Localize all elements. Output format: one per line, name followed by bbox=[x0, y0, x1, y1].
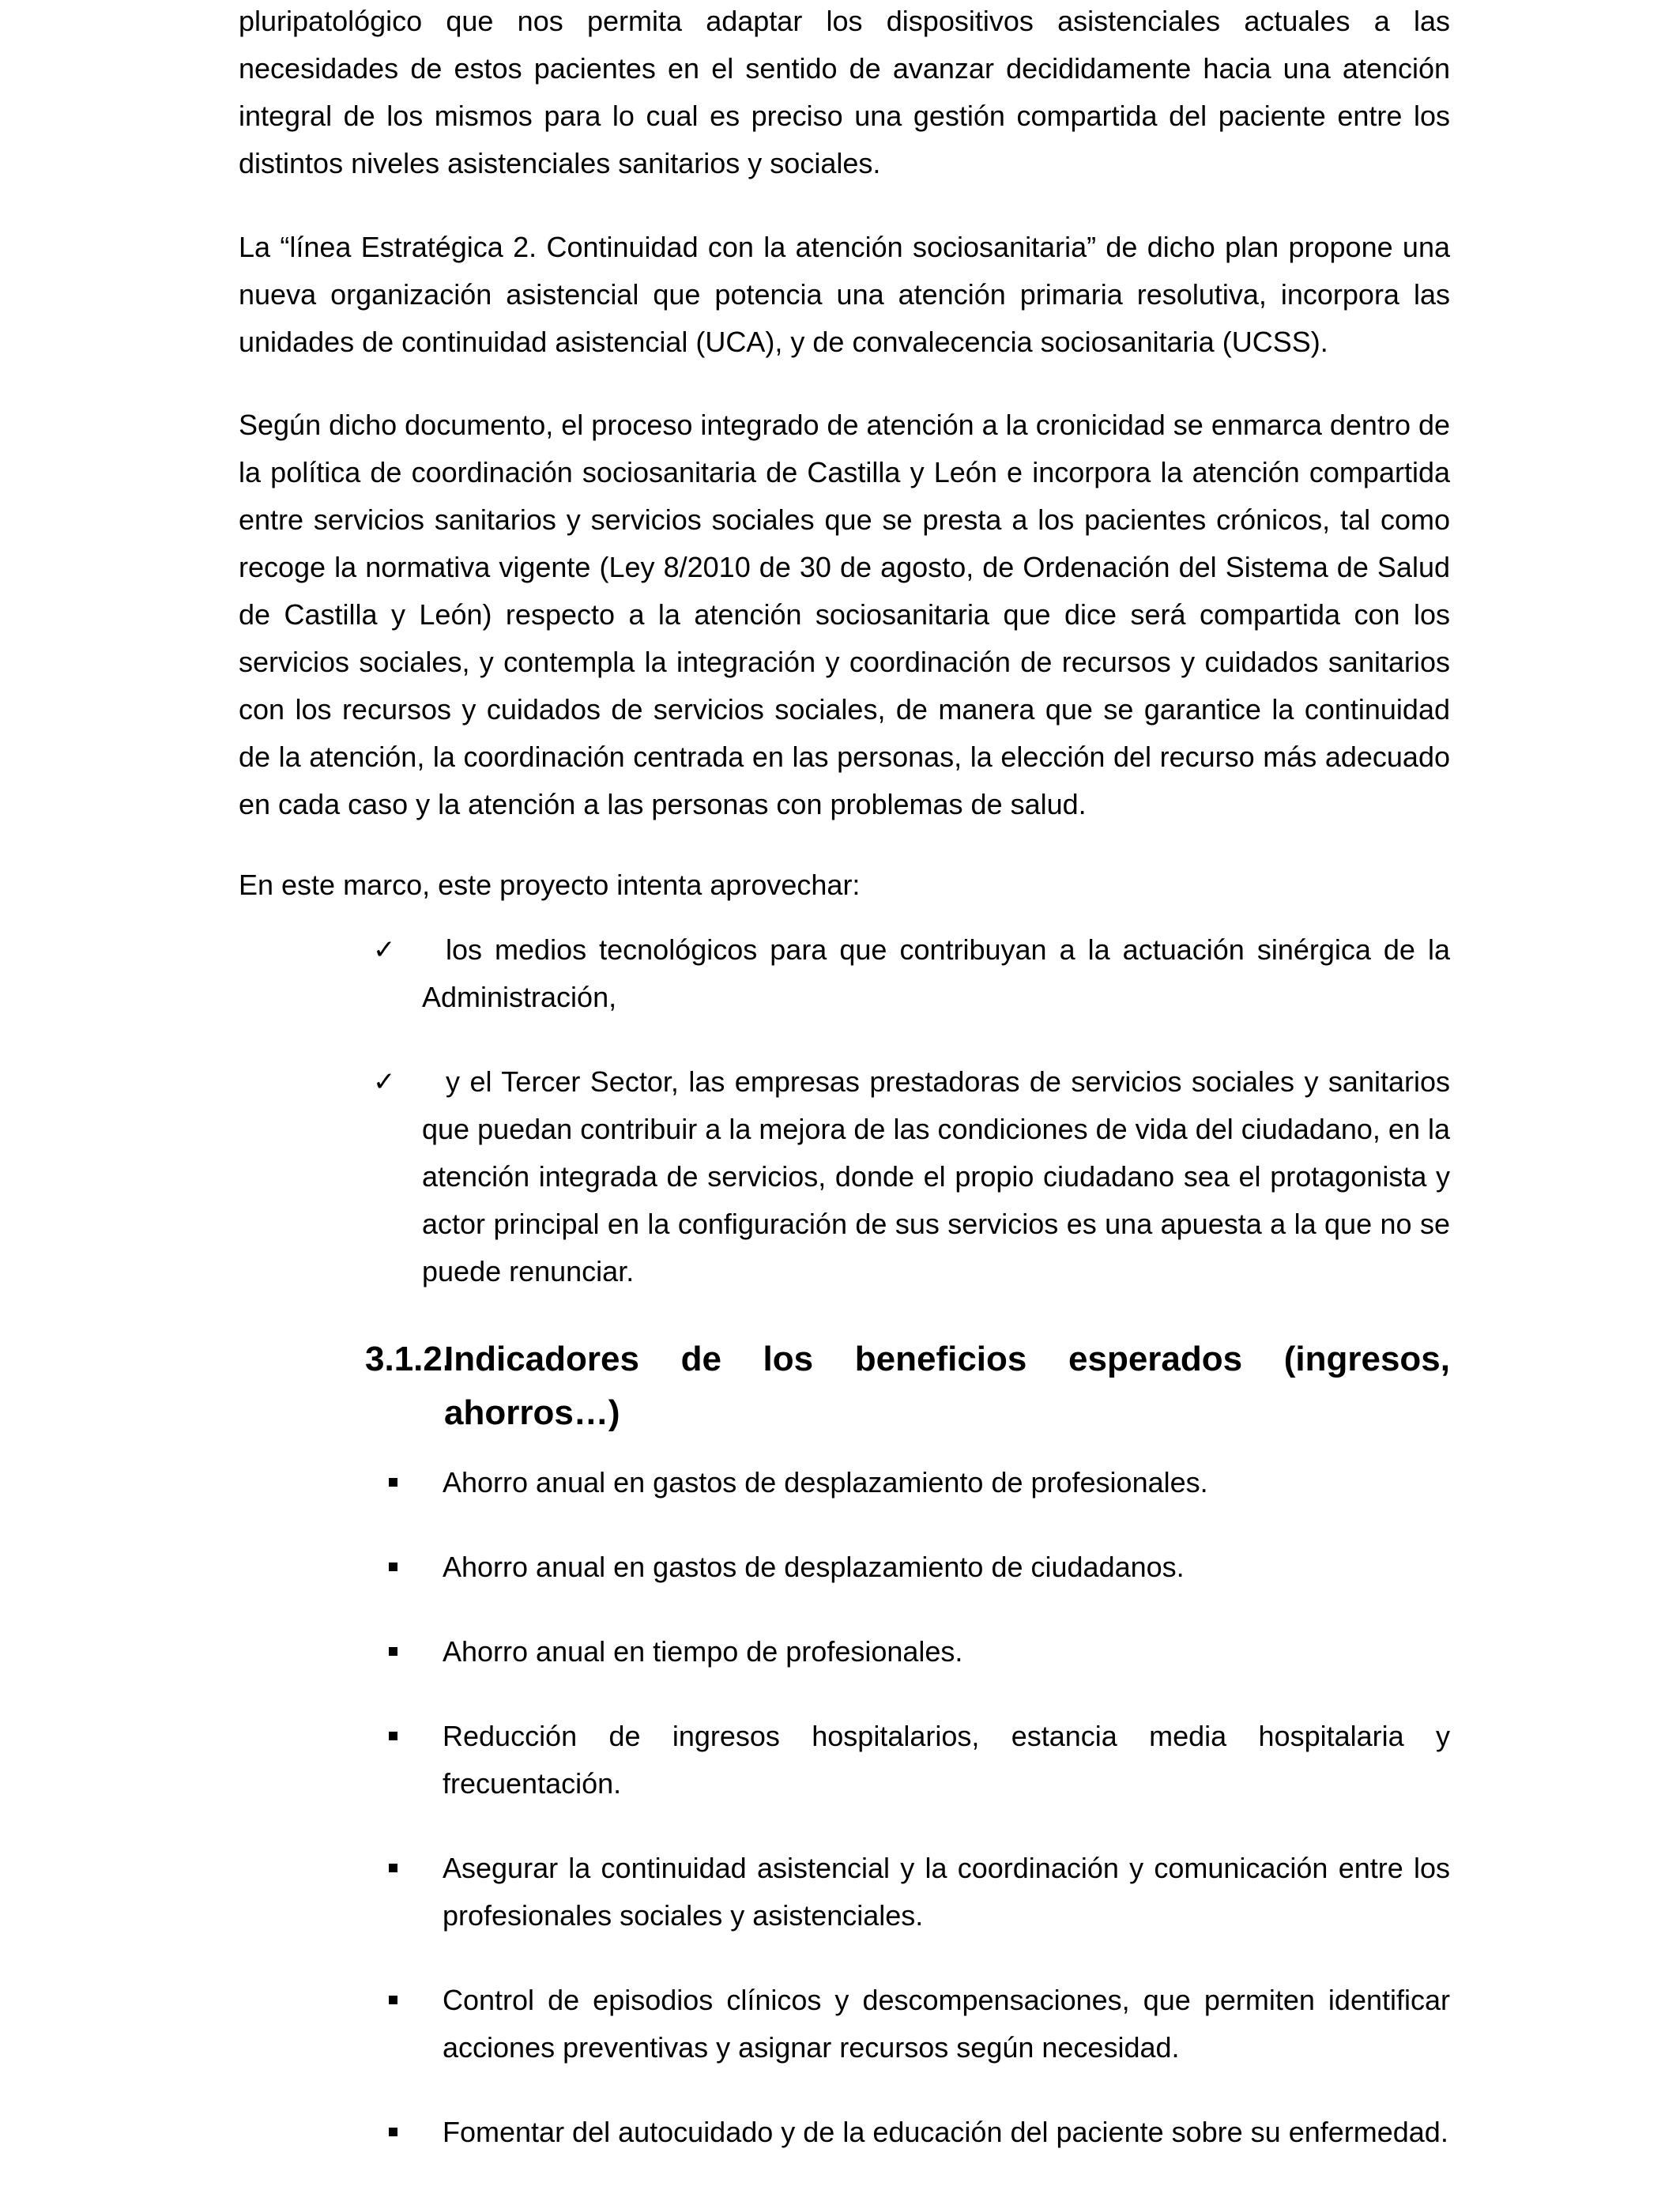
section-title: Indicadores de los beneficios esperados (ingresos, ahorros…) bbox=[444, 1340, 1450, 1432]
paragraph-pluripatologico: pluripatológico que nos permita adaptar los dispositivos asistenciales actuales a las necesidades de estos pacientes en el sentido de avanzar decididamente hacia una atención integral de los mismos para lo cual es preciso una gestión compartida del paciente entre los distintos niveles asistenciales sanitarios y sociales. bbox=[239, 5, 1450, 179]
indicator-text: Ahorro anual en tiempo de profesionales. bbox=[443, 1635, 963, 1668]
square-bullet-icon bbox=[389, 1996, 397, 2004]
square-bullet-icon bbox=[389, 1478, 397, 1487]
check-list-item bbox=[373, 926, 1450, 1021]
indicator-text: Ahorro anual en gastos de desplazamiento de profesionales. bbox=[443, 1466, 1208, 1498]
indicator-list bbox=[389, 1977, 1450, 2071]
indicator-item bbox=[389, 1713, 1450, 1808]
square-bullet-icon bbox=[389, 1563, 397, 1571]
checkmark-icon: ✓ bbox=[373, 934, 396, 966]
indicator-text: Control de episodios clínicos y descompensaciones, que permiten identificar acciones preventivas y asignar recursos según necesidad. bbox=[443, 1984, 1450, 2064]
section-heading bbox=[365, 1333, 1450, 1440]
indicator-item bbox=[389, 1628, 1450, 1676]
square-bullet-icon bbox=[389, 1732, 397, 1740]
indicator-list bbox=[389, 1459, 1450, 1506]
square-bullet-icon bbox=[389, 1864, 397, 1872]
paragraph-linea-estrategica: La “línea Estratégica 2. Continuidad con la atención sociosanitaria” de dicho plan propone una nueva organización asistencial que potencia una atención primaria resolutiva, incorpora las unidades de continuidad asistencial (UCA), y de convalecencia sociosanitaria (UCSS). bbox=[239, 231, 1450, 358]
paragraph-proceso-integrado: Según dicho documento, el proceso integrado de atención a la cronicidad se enmarca dentro de la política de coordinación sociosanitaria de Castilla y León e incorpora la atención compartida entre servicios sanitarios y servicios sociales que se presta a los pacientes crónicos, tal como recoge la normativa vigente (Ley 8/2010 de 30 de agosto, de Ordenación del Sistema de Salud de Castilla y León) respecto a la atención sociosanitaria que dice será compartida con los servicios sociales, y contempla la integración y coordinación de recursos y cuidados sanitarios con los recursos y cuidados de servicios sociales, de manera que se garantice la continuidad de la atención, la coordinación centrada en las personas, la elección del recurso más adecuado en cada caso y la atención a las personas con problemas de salud. bbox=[239, 409, 1451, 820]
checkmark-icon: ✓ bbox=[373, 1066, 396, 1098]
square-bullet-icon bbox=[389, 1647, 397, 1656]
indicator-text: Asegurar la continuidad asistencial y la coordinación y comunicación entre los profesionales sociales y asistenciales. bbox=[443, 1852, 1450, 1932]
indicator-item bbox=[389, 1459, 1450, 1506]
square-bullet-icon bbox=[389, 2128, 397, 2136]
indicator-list bbox=[389, 1628, 1450, 1676]
indicator-list bbox=[389, 1544, 1450, 1591]
check-item-text: los medios tecnológicos para que contribuyan a la actuación sinérgica de la Administración, bbox=[422, 933, 1450, 1013]
section-number: 3.1.2. bbox=[365, 1340, 453, 1378]
indicator-text: Ahorro anual en gastos de desplazamiento de ciudadanos. bbox=[443, 1551, 1185, 1583]
indicator-list bbox=[389, 1713, 1450, 1808]
check-list bbox=[373, 1058, 1450, 1295]
check-item-text: y el Tercer Sector, las empresas prestadoras de servicios sociales y sanitarios que puedan contribuir a la mejora de las condiciones de vida del ciudadano, en la atención integrada de servicios, donde el propio ciudadano sea el protagonista y actor principal en la configuración de sus servicios es una apuesta a la que no se puede renunciar. bbox=[422, 1065, 1450, 1287]
check-list-item bbox=[373, 1058, 1450, 1295]
indicator-item bbox=[389, 1544, 1450, 1591]
check-list bbox=[373, 926, 1450, 1021]
indicator-text: Fomentar del autocuidado y de la educación del paciente sobre su enfermedad. bbox=[443, 2116, 1448, 2148]
indicator-item bbox=[389, 1845, 1450, 1940]
indicator-list bbox=[389, 1845, 1450, 1940]
indicator-item bbox=[389, 1977, 1450, 2071]
indicator-text: Reducción de ingresos hospitalarios, estancia media hospitalaria y frecuentación. bbox=[443, 1720, 1450, 1800]
indicator-item bbox=[389, 2109, 1450, 2156]
paragraph-en-este-marco: En este marco, este proyecto intenta aprovechar: bbox=[239, 869, 861, 901]
indicator-list bbox=[389, 2109, 1450, 2156]
